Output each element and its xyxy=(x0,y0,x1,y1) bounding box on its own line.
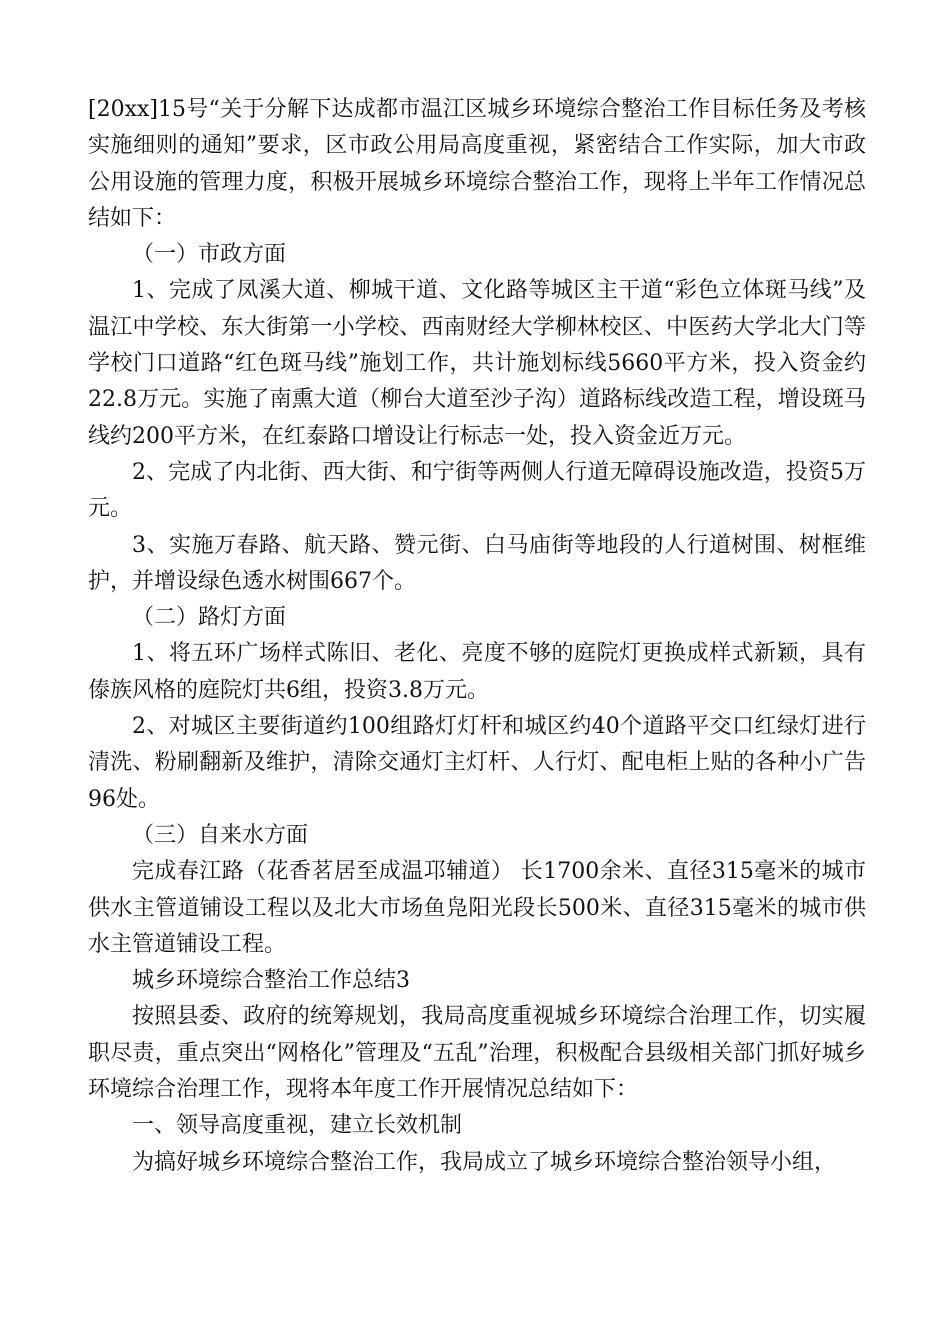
section-heading-municipal: （一）市政方面 xyxy=(132,242,287,268)
document-page xyxy=(88,92,866,1181)
paragraph-intro-continuation: [20xx]15号“关于分解下达成都市温江区城乡环境综合整治工作目标任务及考核实施细则的通知”要求，区市政公用局高度重视，紧密结合工作实际，加大市政公用设施的管理力度，积极开展城乡环境综合整治工作，现将上半年工作情况总结如下： xyxy=(88,97,866,231)
summary-title-3: 城乡环境综合整治工作总结3 xyxy=(132,968,410,994)
paragraph-municipal-3: 3、实施万春路、航天路、赞元街、白马庙街等地段的人行道树围、树框维护，并增设绿色透水树围667个。 xyxy=(88,532,866,594)
section-heading-leadership: 一、领导高度重视，建立长效机制 xyxy=(132,1113,463,1139)
paragraph-streetlights-2: 2、对城区主要街道约100组路灯灯杆和城区约40个道路平交口红绿灯进行清洗、粉刷翻新及维护，清除交通灯主灯杆、人行灯、配电柜上贴的各种小广告96处。 xyxy=(88,714,866,812)
paragraph-municipal-2: 2、完成了内北街、西大街、和宁街等两侧人行道无障碍设施改造，投资5万元。 xyxy=(88,459,866,522)
section-heading-streetlights: （二）路灯方面 xyxy=(132,605,287,631)
paragraph-water-1: 完成春江路（花香茗居至成温邛辅道） 长1700余米、直径315毫米的城市供水主管道铺设工程以及北大市场鱼凫阳光段长500米、直径315毫米的城市供水主管道铺设工程。 xyxy=(88,859,866,957)
paragraph-streetlights-1: 1、将五环广场样式陈旧、老化、亮度不够的庭院灯更换成样式新颖，具有傣族风格的庭院灯共6组，投资3.8万元。 xyxy=(88,641,866,703)
paragraph-summary3-intro: 按照县委、政府的统筹规划，我局高度重视城乡环境综合治理工作，切实履职尽责，重点突出“网格化”管理及“五乱”治理，积极配合县级相关部门抓好城乡环境综合治理工作，现将本年度工作开展情况总结如下： xyxy=(88,1004,866,1103)
paragraph-municipal-1: 1、完成了凤溪大道、柳城干道、文化路等城区主干道“彩色立体斑马线”及温江中学校、东大街第一小学校、西南财经大学柳林校区、中医药大学北大门等学校门口道路“红色斑马线”施划工作，共计施划标线5660平方米，投入资金约22.8万元。实施了南熏大道（柳台大道至沙子沟）道路标线改造工程，增设斑马线约200平方米，在红泰路口增设让行标志一处，投入资金近万元。 xyxy=(88,278,866,449)
paragraph-leadership-1: 为搞好城乡环境综合整治工作，我局成立了城乡环境综合整治领导小组， xyxy=(132,1149,837,1175)
section-heading-water: （三）自来水方面 xyxy=(132,822,309,848)
